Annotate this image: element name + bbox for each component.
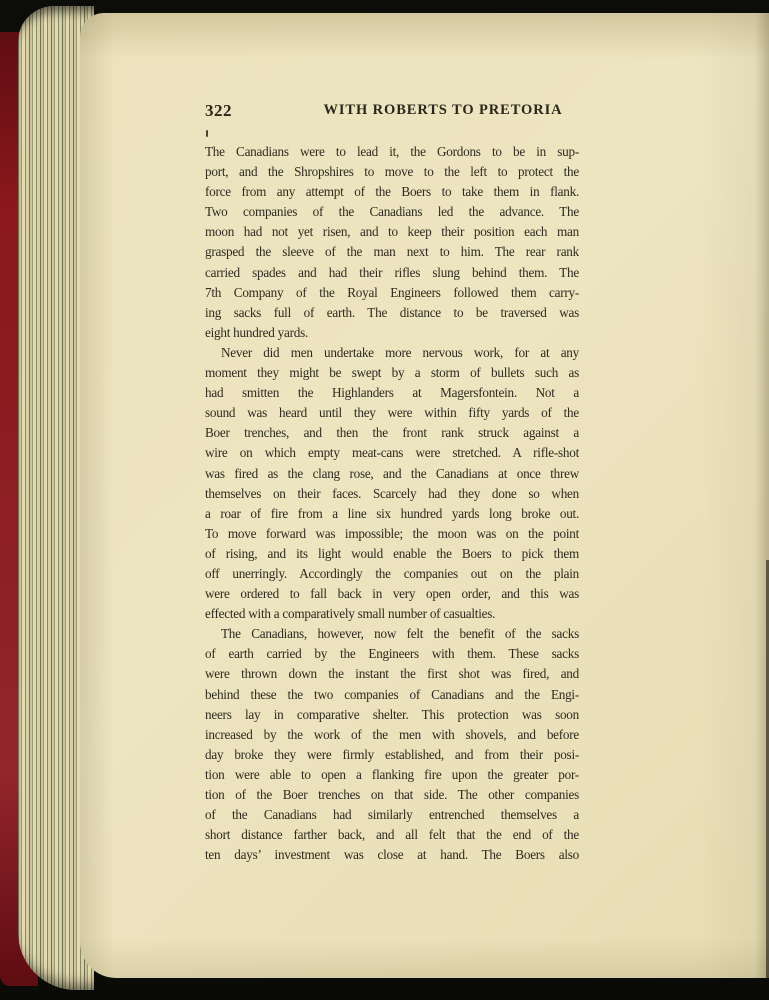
text-line: was fired as the clang rose, and the Canadians at once threw — [205, 465, 579, 481]
text-line: were ordered to fall back in very open order, and this was — [205, 586, 579, 602]
paragraph-2 — [205, 343, 579, 624]
text-line: a roar of fire from a line six hundred yards long broke out. — [205, 505, 579, 521]
text-line: off unerringly. Accordingly the companies out on the plain — [205, 565, 579, 581]
text-line: neers lay in comparative shelter. This protection was soon — [205, 706, 579, 722]
running-title: WITH ROBERTS TO PRETORIA — [323, 102, 563, 118]
page-text — [205, 142, 579, 865]
text-line: 7th Company of the Royal Engineers followed them carry- — [205, 284, 579, 300]
text-line: ing sacks full of earth. The distance to be traversed was — [205, 304, 579, 320]
ink-speck-artifact — [206, 130, 208, 137]
paragraph-3 — [205, 624, 579, 865]
text-line: wire on which empty meat-cans were stretched. A rifle-shot — [205, 445, 579, 461]
text-line: Boer trenches, and then the front rank struck against a — [205, 425, 579, 441]
text-line: of earth carried by the Engineers with them. These sacks — [205, 646, 579, 662]
text-line: grasped the sleeve of the man next to him. The rear rank — [205, 244, 579, 260]
text-line: Never did men undertake more nervous work, for at any — [221, 344, 579, 360]
text-line: were thrown down the instant the first shot was fired, and — [205, 666, 579, 682]
text-line: sound was heard until they were within fifty yards of the — [205, 405, 579, 421]
page-number: 322 — [205, 101, 232, 120]
text-line: of rising, and its light would enable the Boers to pick them — [205, 545, 579, 561]
text-line: moment they might be swept by a storm of bullets such as — [205, 365, 579, 381]
paragraph-1 — [205, 142, 579, 343]
page-content — [205, 101, 579, 865]
text-line: effected with a comparatively small number of casualties. — [205, 606, 496, 622]
text-line: eight hundred yards. — [205, 324, 309, 340]
text-line: Two companies of the Canadians led the advance. The — [205, 204, 579, 220]
text-line: had smitten the Highlanders at Magersfontein. Not a — [205, 385, 579, 401]
text-line: increased by the work of the men with shovels, and before — [205, 726, 579, 742]
text-line: The Canadians were to lead it, the Gordons to be in sup- — [205, 144, 579, 159]
text-line: The Canadians, however, now felt the benefit of the sacks — [221, 626, 579, 642]
text-line: behind these the two companies of Canadians and the Engi- — [205, 686, 579, 702]
page-header — [205, 101, 579, 122]
text-line: ten days’ investment was close at hand. The Boers also — [205, 847, 579, 863]
text-line: moon had not yet risen, and to keep their position each man — [205, 224, 579, 240]
text-line: force from any attempt of the Boers to take them in flank. — [205, 184, 579, 200]
text-line: themselves on their faces. Scarcely had they done so when — [205, 485, 579, 501]
text-line: of the Canadians had similarly entrenched themselves a — [205, 807, 579, 823]
text-line: tion of the Boer trenches on that side. The other companies — [205, 787, 579, 802]
text-line: tion were able to open a flanking fire upon the greater por- — [205, 766, 579, 782]
running-title-wrap — [205, 101, 579, 119]
text-line: short distance farther back, and all felt that the end of the — [205, 827, 579, 843]
text-line: day broke they were firmly established, and from their posi- — [205, 746, 579, 762]
text-line: carried spades and had their rifles slung behind them. The — [205, 264, 579, 280]
text-line: port, and the Shropshires to move to the left to protect the — [205, 164, 579, 180]
book-page — [80, 13, 769, 978]
text-line: To move forward was impossible; the moon was on the point — [205, 525, 579, 541]
